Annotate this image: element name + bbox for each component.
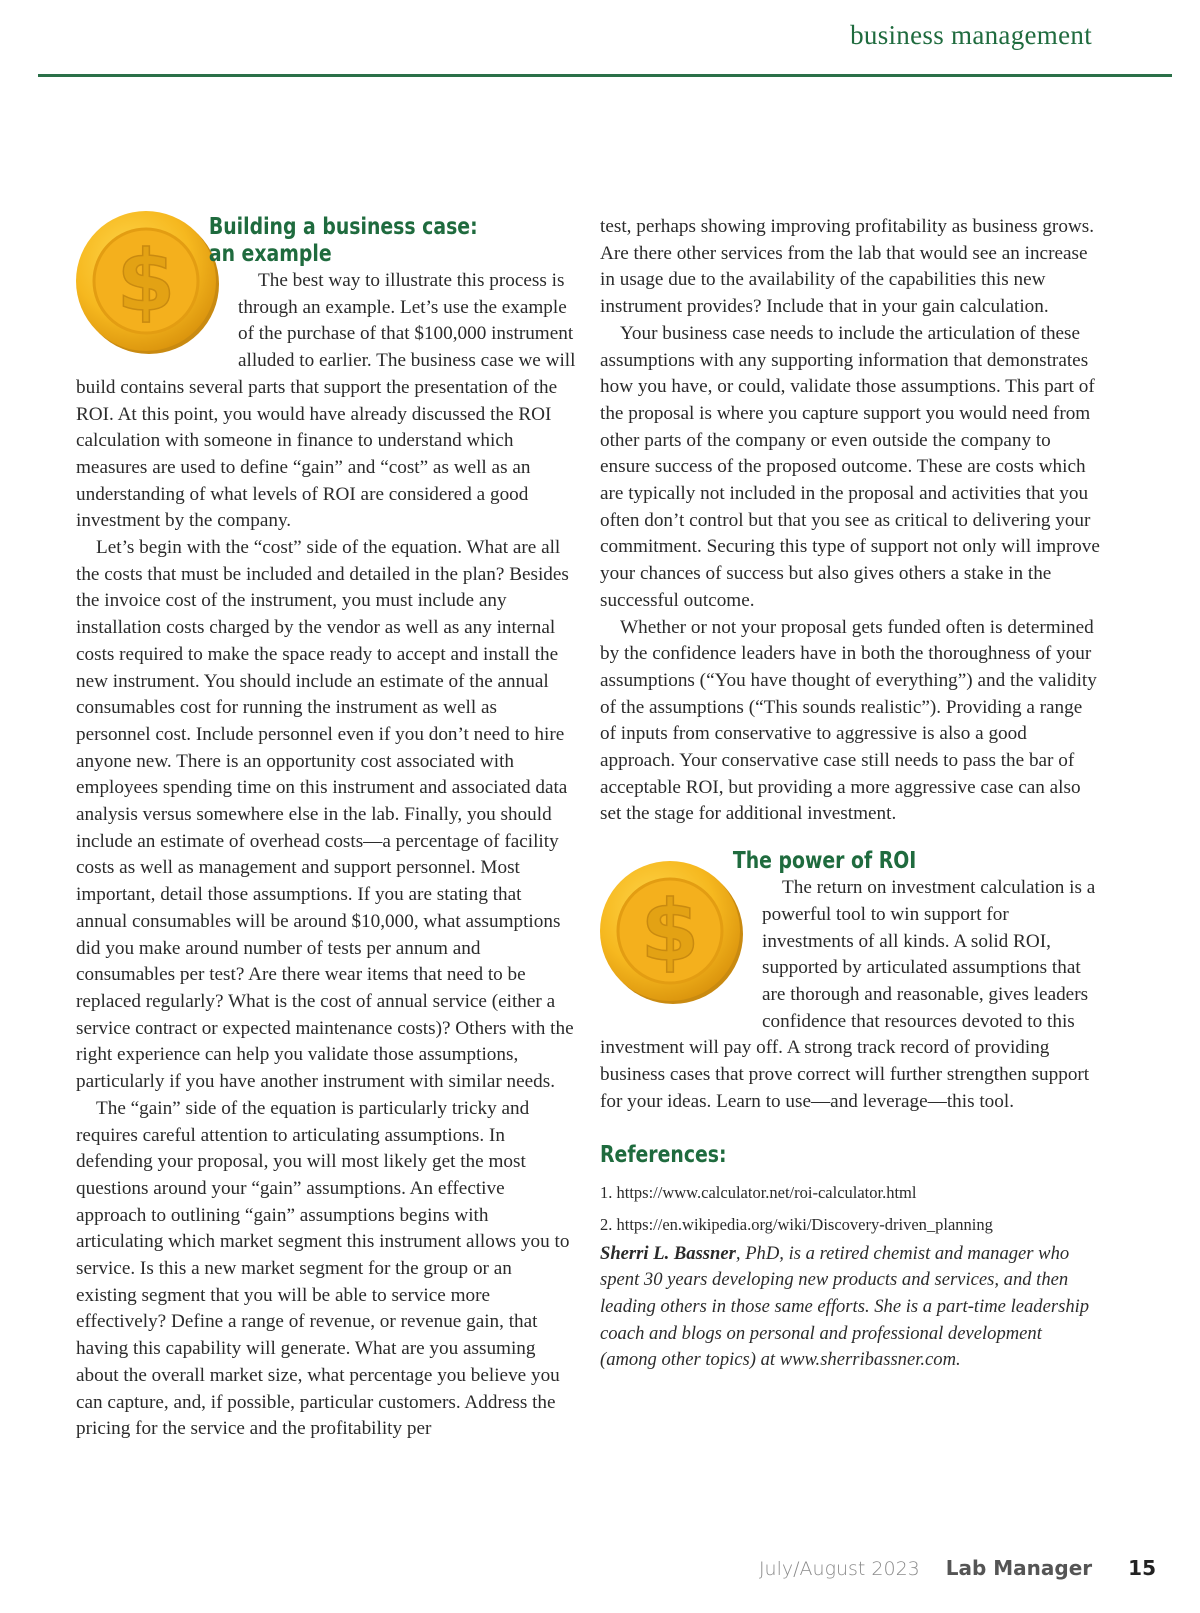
references-list	[600, 1177, 1100, 1241]
svg-text:$: $	[640, 882, 700, 981]
page-number: 15	[1128, 1556, 1156, 1580]
body-paragraph: Let’s begin with the “cost” side of the equation. What are all the costs that must be included and detailed in the plan? Besides the invoice cost of the instrument, you must include any installation costs charged by the vendor as well as any internal costs required to make the space ready to accept and install the new instrument. You should include an estimate of the annual consumables cost for running the instrument as well as personnel cost. Include personnel even if you don’t need to hire anyone new. There is an opportunity cost associated with employees spending time on this instrument and associated data analysis versus somewhere else in the lab. Finally, you should include an estimate of overhead costs—a percentage of facility costs as well as management and support personnel. Most important, detail those assumptions. If you are stating that annual consumables will be around $10,000, what assumptions did you make around number of tests per annum and consumables per test? Are there wear items that need to be replaced regularly? What is the cost of annual service (either a service contract or expected maintenance costs)? Others with the right experience can help you validate those assumptions, particularly if you have another instrument with similar needs.	[76, 537, 574, 1093]
section-heading-power-of-roi: The power of ROI	[732, 848, 917, 875]
author-bio	[600, 1241, 1100, 1375]
body-paragraph: The return on investment calculation is a powerful tool to win support for investments of all kinds. A solid ROI, supported by articulated assumptions that are thorough and reasonable, gives leaders confidence that resources devoted to this investment will pay off. A strong track record of providing business cases that prove correct will further strengthen support for your ideas. Learn to use—and leverage—this tool.	[600, 877, 1096, 1112]
body-paragraph: The “gain” side of the equation is particularly tricky and requires careful attention to articulating assumptions. In defending your proposal, you will most likely get the most questions around your “gain” assumptions. An effective approach to outlining “gain” assumptions begins with articulating which market segment this instrument allows you to service. Is this a new market segment for the group or an existing segment that you will be able to service more effectively? Define a range of revenue, or revenue gain, that having this capability will generate. What are you assuming about the overall market size, what percentage you believe you can capture, and, if possible, particular customers. Address the pricing for the service and the profitability per	[76, 1097, 570, 1440]
magazine-name: Lab Manager	[945, 1556, 1093, 1580]
body-paragraph: test, perhaps showing improving profitability as business grows. Are there other services from the lab that would see an increase in usage due to the availability of the capabilities this new instrument provides? Include that in your gain calculation.	[600, 216, 1095, 318]
body-paragraph: Whether or not your proposal gets funded often is determined by the confidence leaders have in both the thoroughness of your assumptions (“You have thought of everything”) and the validity of the assumptions (“This sounds realistic”). Providing a range of inputs from conservative to aggressive is also a good approach. Your conservative case still needs to pass the bar of acceptable ROI, but providing a more aggressive case can also set the stage for additional investment.	[600, 616, 1097, 825]
gold-dollar-coin-icon	[596, 858, 748, 1008]
svg-text:$: $	[116, 232, 176, 330]
section-label: business management	[850, 20, 1092, 50]
body-paragraph: The best way to illustrate this process is through an example. Let’s use the example of the purchase of that $100,000 instrument alluded to earlier. The business case we will build contains several parts that support the presentation of the ROI. At this point, you would have already discussed the ROI calculation with someone in finance to understand which measures are used to define “gain” and “cost” as well as an understanding of what levels of ROI are considered a good investment by the company.	[76, 270, 576, 532]
left-column	[76, 214, 576, 1443]
references-heading: References:	[600, 1141, 727, 1168]
right-column	[600, 214, 1100, 1374]
author-bio-text: , PhD, is a retired chemist and manager who spent 30 years developing new products and services, and then leading others in those same efforts. She is a part-time leadership coach and blogs on personal and professional development (among other topics) at www.sherribassner.com.	[600, 1242, 1090, 1371]
author-name: Sherri L. Bassner	[600, 1242, 736, 1264]
section-heading-building-business-case: Building a business case: an example	[208, 214, 478, 267]
reference-link[interactable]: 2. https://en.wikipedia.org/wiki/Discovery-driven_planning	[600, 1214, 993, 1234]
header-rule	[38, 74, 1172, 77]
issue-date: July/August 2023	[758, 1558, 920, 1580]
body-paragraph: Your business case needs to include the articulation of these assumptions with any supporting information that demonstrates how you have, or could, validate those assumptions. This part of the proposal is where you capture support you would need from other parts of the company or even outside the company to ensure success of the proposed outcome. These are costs which are typically not included in the proposal and activities that you often don’t control but that you see as critical to delivering your commitment. Securing this type of support not only will improve your chances of success but also gives others a stake in the successful outcome.	[600, 322, 1100, 611]
page-footer	[759, 1556, 1156, 1580]
reference-link[interactable]: 1. https://www.calculator.net/roi-calculator.html	[600, 1182, 917, 1202]
